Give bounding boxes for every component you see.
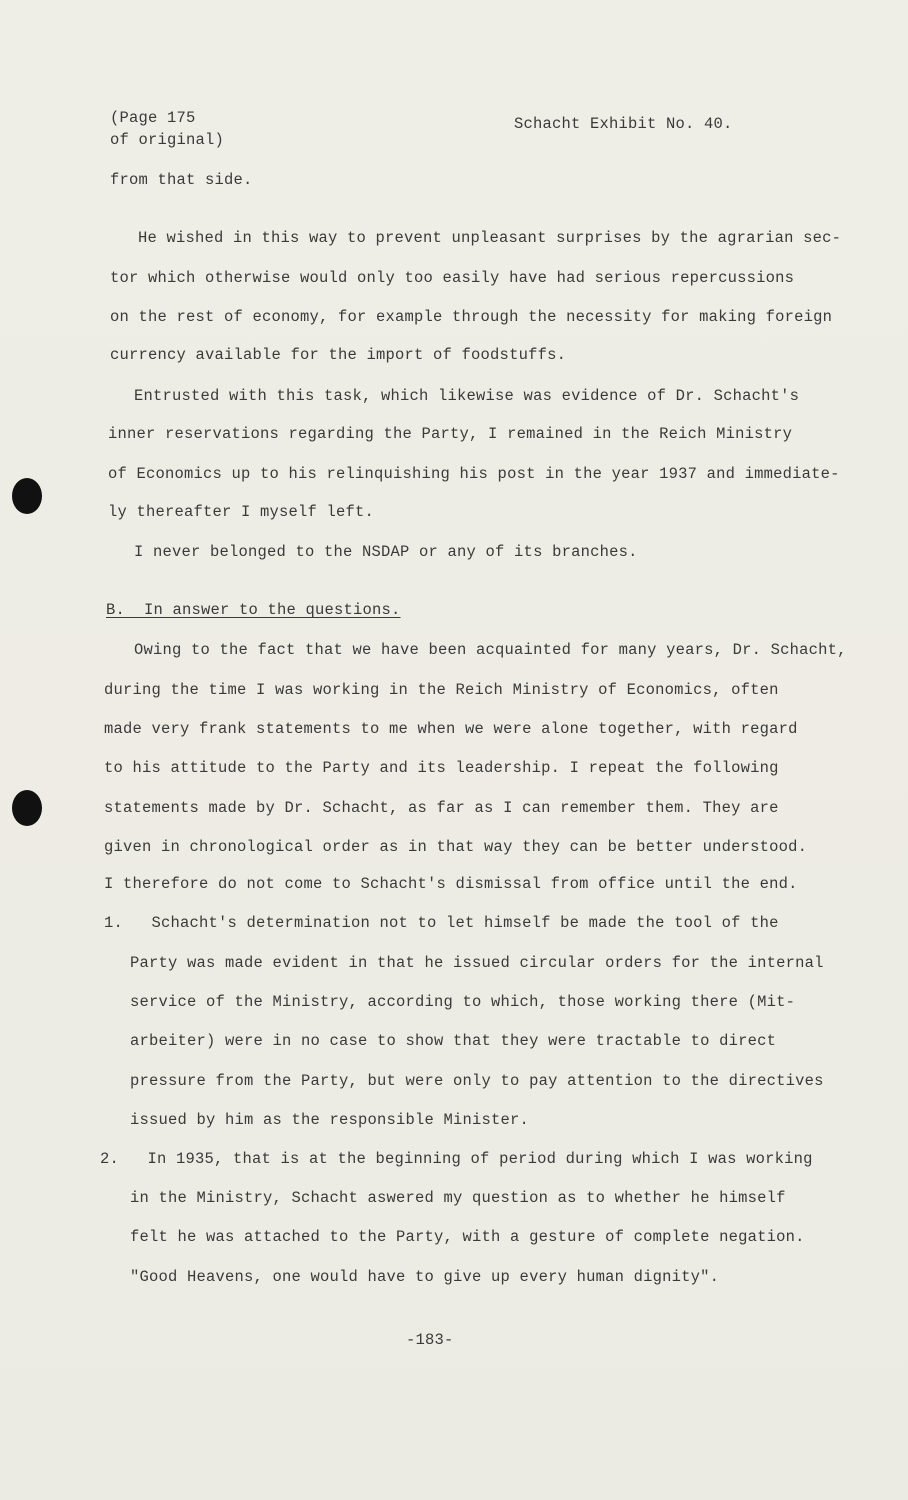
section-heading: B. In answer to the questions. bbox=[106, 601, 401, 619]
body-line: currency available for the import of foodstuffs. bbox=[110, 346, 567, 364]
punch-hole bbox=[12, 478, 42, 514]
list-item: 1. Schacht's determination not to let himself be made the tool of the bbox=[104, 914, 779, 932]
body-line: "Good Heavens, one would have to give up every human dignity". bbox=[130, 1268, 720, 1286]
body-line: Entrusted with this task, which likewise was evidence of Dr. Schacht's bbox=[134, 387, 800, 405]
body-line: I never belonged to the NSDAP or any of its branches. bbox=[134, 543, 638, 561]
body-line: made very frank statements to me when we were alone together, with regard bbox=[104, 720, 798, 738]
body-line: tor which otherwise would only too easily have had serious repercussions bbox=[110, 269, 795, 287]
body-line: from that side. bbox=[110, 171, 253, 189]
body-line: Party was made evident in that he issued circular orders for the internal bbox=[130, 954, 824, 972]
body-line: service of the Ministry, according to which, those working there (Mit- bbox=[130, 993, 796, 1011]
body-line: statements made by Dr. Schacht, as far as I can remember them. They are bbox=[104, 799, 779, 817]
exhibit-title: Schacht Exhibit No. 40. bbox=[514, 115, 733, 133]
body-line: in the Ministry, Schacht aswered my question as to whether he himself bbox=[130, 1189, 786, 1207]
body-line: to his attitude to the Party and its leadership. I repeat the following bbox=[104, 759, 779, 777]
body-line: Owing to the fact that we have been acquainted for many years, Dr. Schacht, bbox=[134, 641, 847, 659]
punch-hole bbox=[12, 790, 42, 826]
page-reference: (Page 175 bbox=[110, 109, 196, 127]
body-line: He wished in this way to prevent unpleasant surprises by the agrarian sec- bbox=[138, 229, 842, 247]
page-reference-note: of original) bbox=[110, 131, 225, 149]
body-line: I therefore do not come to Schacht's dismissal from office until the end. bbox=[104, 875, 798, 893]
body-line: inner reservations regarding the Party, I remained in the Reich Ministry bbox=[108, 425, 793, 443]
body-line: of Economics up to his relinquishing his post in the year 1937 and immediate- bbox=[108, 465, 840, 483]
list-item: 2. In 1935, that is at the beginning of period during which I was working bbox=[100, 1150, 813, 1168]
body-line: pressure from the Party, but were only to pay attention to the directives bbox=[130, 1072, 824, 1090]
body-line: during the time I was working in the Reich Ministry of Economics, often bbox=[104, 681, 779, 699]
body-line: arbeiter) were in no case to show that they were tractable to direct bbox=[130, 1032, 777, 1050]
body-line: felt he was attached to the Party, with a gesture of complete negation. bbox=[130, 1228, 805, 1246]
page-number: -183- bbox=[406, 1331, 454, 1349]
body-line: ly thereafter I myself left. bbox=[108, 503, 375, 521]
body-line: given in chronological order as in that way they can be better understood. bbox=[104, 838, 808, 856]
body-line: on the rest of economy, for example through the necessity for making foreign bbox=[110, 308, 833, 326]
body-line: issued by him as the responsible Minister. bbox=[130, 1111, 530, 1129]
